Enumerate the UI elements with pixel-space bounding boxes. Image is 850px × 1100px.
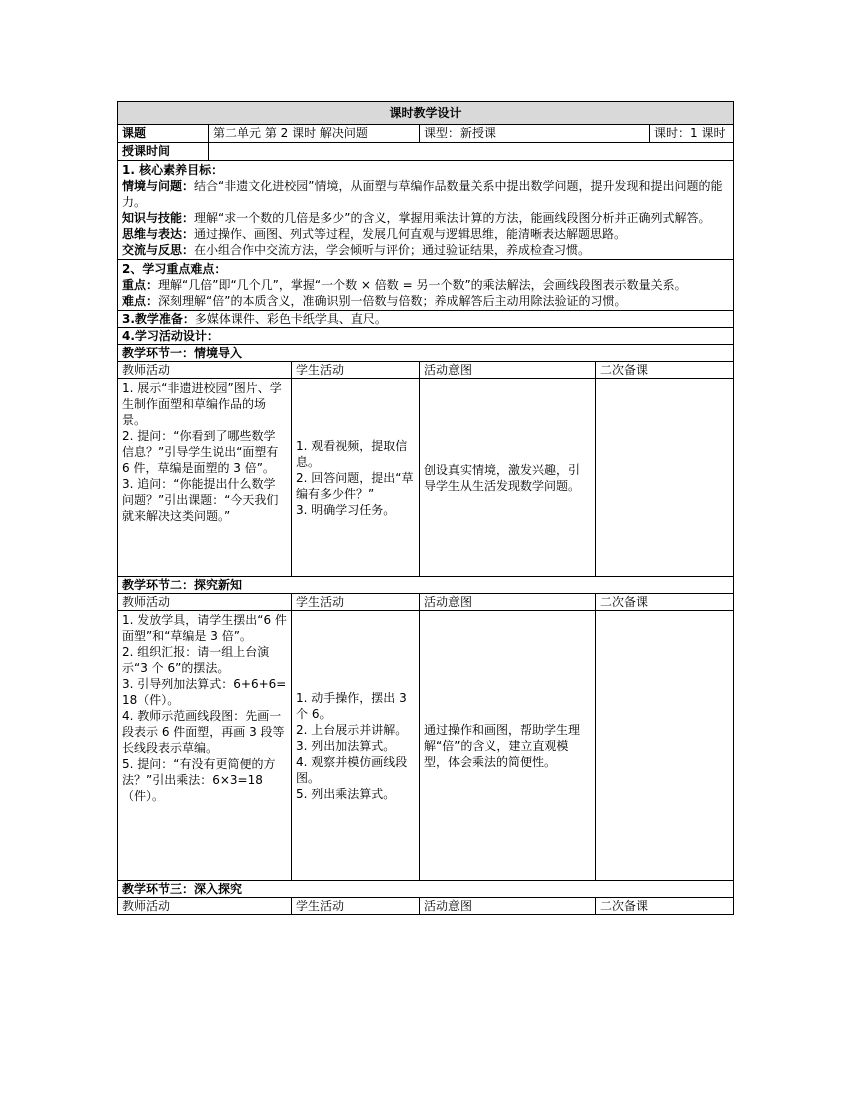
column-header-teacher: 教师活动 [118, 594, 292, 611]
column-header-student: 学生活动 [292, 362, 420, 379]
step-1-title: 教学环节一：情境导入 [118, 345, 734, 362]
column-header-intent: 活动意图 [420, 898, 596, 915]
column-header-teacher: 教师活动 [118, 362, 292, 379]
step-1-second-prep [596, 379, 734, 577]
core-goals-cell [118, 161, 734, 260]
column-header-second: 二次备课 [596, 898, 734, 915]
column-header-second: 二次备课 [596, 362, 734, 379]
document-title: 课时教学设计 [118, 102, 734, 125]
activity-design-heading: 4.学习活动设计： [118, 328, 734, 345]
topic-value: 第二单元 第 2 课时 解决问题 [209, 125, 420, 143]
goal-item: 知识与技能：理解“求一个数的几倍是多少”的含义，掌握用乘法计算的方法，能画线段图分析并正确列式解答。 [122, 211, 711, 225]
lesson-plan-page [117, 101, 733, 915]
lesson-type: 课型：新授课 [420, 125, 650, 143]
core-goals-heading: 1. 核心素养目标： [122, 163, 224, 177]
goal-item: 情境与问题：结合“非遗文化进校园”情境，从面塑与草编作品数量关系中提出数学问题，提升发现和提出问题的能力。 [122, 179, 723, 209]
topic-label: 课题 [118, 125, 209, 143]
column-header-teacher: 教师活动 [118, 898, 292, 915]
column-header-intent: 活动意图 [420, 362, 596, 379]
goal-item: 思维与表达：通过操作、画图、列式等过程，发展几何直观与逻辑思维，能清晰表达解题思路。 [122, 227, 627, 241]
step-2-title: 教学环节二：探究新知 [118, 577, 734, 594]
key-point-item: 难点：深刻理解“倍”的本质含义，准确识别一倍数与倍数；养成解答后主动用除法验证的习惯。 [122, 294, 627, 308]
step-3-title: 教学环节三：深入探究 [118, 881, 734, 898]
preparation-cell: 3.教学准备：多媒体课件、彩色卡纸学具、直尺。 [118, 311, 734, 328]
column-header-intent: 活动意图 [420, 594, 596, 611]
time-value [209, 143, 734, 161]
step-2-second-prep [596, 611, 734, 881]
step-2-intent: 通过操作和画图，帮助学生理解“倍”的含义，建立直观模型，体会乘法的简便性。 [420, 611, 596, 881]
step-1-student-activity: 1. 观看视频，提取信息。 2. 回答问题，提出“草编有多少件？” 3. 明确学习任务。 [292, 379, 420, 577]
column-header-student: 学生活动 [292, 898, 420, 915]
key-point-item: 重点：理解“几倍”即“几个几”，掌握“一个数 × 倍数 = 另一个数”的乘法解法，会画线段图表示数量关系。 [122, 278, 687, 292]
step-2-student-activity: 1. 动手操作，摆出 3 个 6。 2. 上台展示并讲解。 3. 列出加法算式。 4. 观察并模仿画线段图。 5. 列出乘法算式。 [292, 611, 420, 881]
step-2-teacher-activity: 1. 发放学具，请学生摆出“6 件面塑”和“草编是 3 倍”。 2. 组织汇报：请一组上台演示“3 个 6”的摆法。 3. 引导列加法算式：6+6+6=18（件）。 4. 教师示范画线段图：先画一段表示 6 件面塑，再画 3 段等长线段表示草编。 5. 提问：“有没有更简便的方法？”引出乘法：6×3=18（件）。 [118, 611, 292, 881]
column-header-student: 学生活动 [292, 594, 420, 611]
lesson-plan-table [117, 101, 734, 915]
column-header-second: 二次备课 [596, 594, 734, 611]
lesson-hours: 课时：1 课时 [650, 125, 734, 143]
step-1-teacher-activity: 1. 展示“非遗进校园”图片、学生制作面塑和草编作品的场景。 2. 提问：“你看到了哪些数学信息？”引导学生说出“面塑有 6 件，草编是面塑的 3 倍”。 3. 追问：“你能提出什么数学问题？”引出课题：“今天我们就来解决这类问题。” [118, 379, 292, 577]
goal-item: 交流与反思：在小组合作中交流方法，学会倾听与评价；通过验证结果，养成检查习惯。 [122, 243, 591, 257]
time-label: 授课时间 [118, 143, 209, 161]
key-points-heading: 2、学习重点难点： [122, 262, 227, 276]
key-points-cell [118, 260, 734, 311]
step-1-intent: 创设真实情境，激发兴趣，引导学生从生活发现数学问题。 [420, 379, 596, 577]
